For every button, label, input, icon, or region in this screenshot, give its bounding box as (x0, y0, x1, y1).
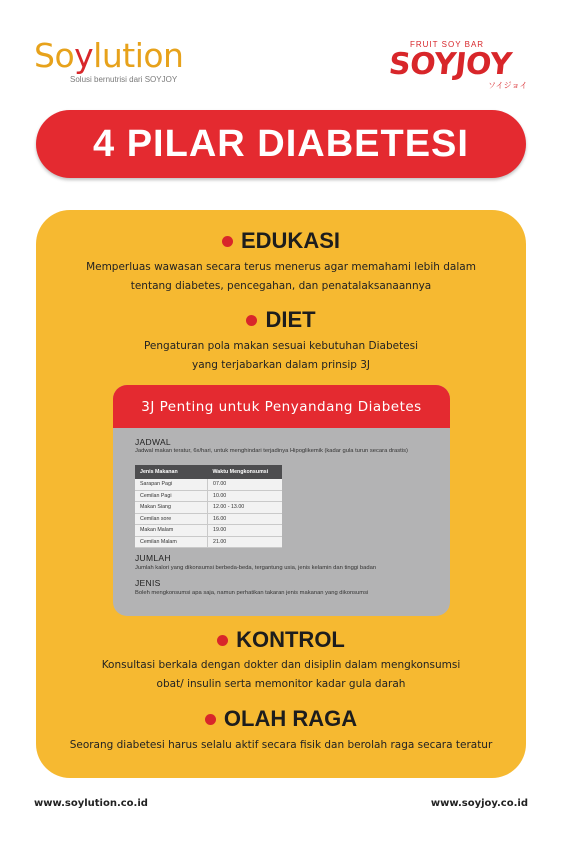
kontrol-line: Konsultasi berkala dengan dokter dan disiplin dalam mengkonsumsi (101, 659, 461, 671)
logo-accent-letter: y (74, 36, 94, 75)
meal-schedule-table (135, 465, 282, 548)
kontrol-line: obat/ insulin serta memonitor kadar gula darah (156, 678, 406, 690)
table-cell: 19.00 (208, 525, 283, 537)
olahraga-title: OLAH RAGA (223, 706, 358, 731)
kontrol-description (36, 656, 526, 694)
table-row (135, 490, 282, 502)
table-row (135, 479, 282, 490)
table-cell: Cemilan Malam (135, 536, 208, 548)
jadwal-description: Jadwal makan teratur, 6x/hari, untuk menghindari terjadinya Hipoglikemik (kadar gula turun secara drastis) (135, 448, 408, 454)
olahraga-description (36, 736, 526, 755)
table-cell: 16.00 (208, 513, 283, 525)
jadwal-label: JADWAL (135, 437, 171, 447)
table-cell: Cemilan Pagi (135, 490, 208, 502)
jenis-label: JENIS (135, 578, 161, 588)
soyjoy-katakana: ソイジョイ (488, 81, 528, 90)
table-header-cell: Jenis Makanan (135, 465, 208, 479)
bullet-dot-icon (205, 714, 216, 725)
diet-heading (36, 307, 526, 333)
bullet-dot-icon (217, 635, 228, 646)
table-cell: Cemilan sore (135, 513, 208, 525)
soyjoy-url[interactable]: www.soyjoy.co.id (430, 798, 528, 809)
edukasi-description (36, 258, 526, 296)
kontrol-heading (36, 627, 526, 653)
diet-title: DIET (265, 307, 316, 332)
olahraga-heading (36, 706, 526, 732)
edukasi-line: Memperluas wawasan secara terus menerus agar memahami lebih dalam (86, 261, 476, 273)
soyjoy-subtitle: FRUIT SOY BAR (410, 40, 485, 49)
diet-line: Pengaturan pola makan sesuai kebutuhan Diabetesi (143, 340, 419, 352)
soylution-tagline: Solusi bernutrisi dari SOYJOY (70, 75, 178, 84)
edukasi-heading (36, 228, 526, 254)
table-cell: Makan Siang (135, 502, 208, 514)
jenis-description: Boleh mengkonsumsi apa saja, namun perhatikan takaran jenis makanan yang dikonsumsi (135, 590, 369, 596)
jumlah-description: Jumlah kalori yang dikonsumsi berbeda-beda, tergantung usia, jenis kelamin dan tinggi badan (135, 565, 377, 571)
table-header-row (135, 465, 282, 479)
jumlah-label: JUMLAH (135, 553, 171, 563)
edukasi-title: EDUKASI (240, 228, 340, 253)
edukasi-line: tentang diabetes, pencegahan, dan penatalaksanaannya (130, 280, 432, 292)
olahraga-line: Seorang diabetesi harus selalu aktif secara fisik dan berolah raga secara teratur (69, 739, 493, 751)
soylution-url[interactable]: www.soylution.co.id (34, 798, 148, 809)
diet-line: yang terjabarkan dalam prinsip 3J (191, 359, 371, 371)
table-row (135, 502, 282, 514)
table-cell: Makan Malam (135, 525, 208, 537)
table-cell: 10.00 (208, 490, 283, 502)
title-banner (36, 110, 526, 178)
table-row (135, 525, 282, 537)
kontrol-title: KONTROL (236, 627, 345, 652)
page-title: 4 PILAR DIABETESI (93, 122, 469, 165)
bullet-dot-icon (222, 236, 233, 247)
table-row (135, 513, 282, 525)
soylution-logo: Soylution (34, 36, 184, 75)
3j-card-title: 3J Penting untuk Penyandang Diabetes (141, 398, 422, 415)
bullet-dot-icon (246, 315, 257, 326)
diet-description (36, 337, 526, 375)
3j-card-header (113, 385, 450, 428)
table-row (135, 536, 282, 548)
table-cell: 21.00 (208, 536, 283, 548)
table-cell: 07.00 (208, 479, 283, 490)
table-cell: 12.00 - 13.00 (208, 502, 283, 514)
table-header-cell: Waktu Mengkonsumsi (208, 465, 283, 479)
table-cell: Sarapan Pagi (135, 479, 208, 490)
soyjoy-logo: SOYJOY (387, 47, 513, 82)
